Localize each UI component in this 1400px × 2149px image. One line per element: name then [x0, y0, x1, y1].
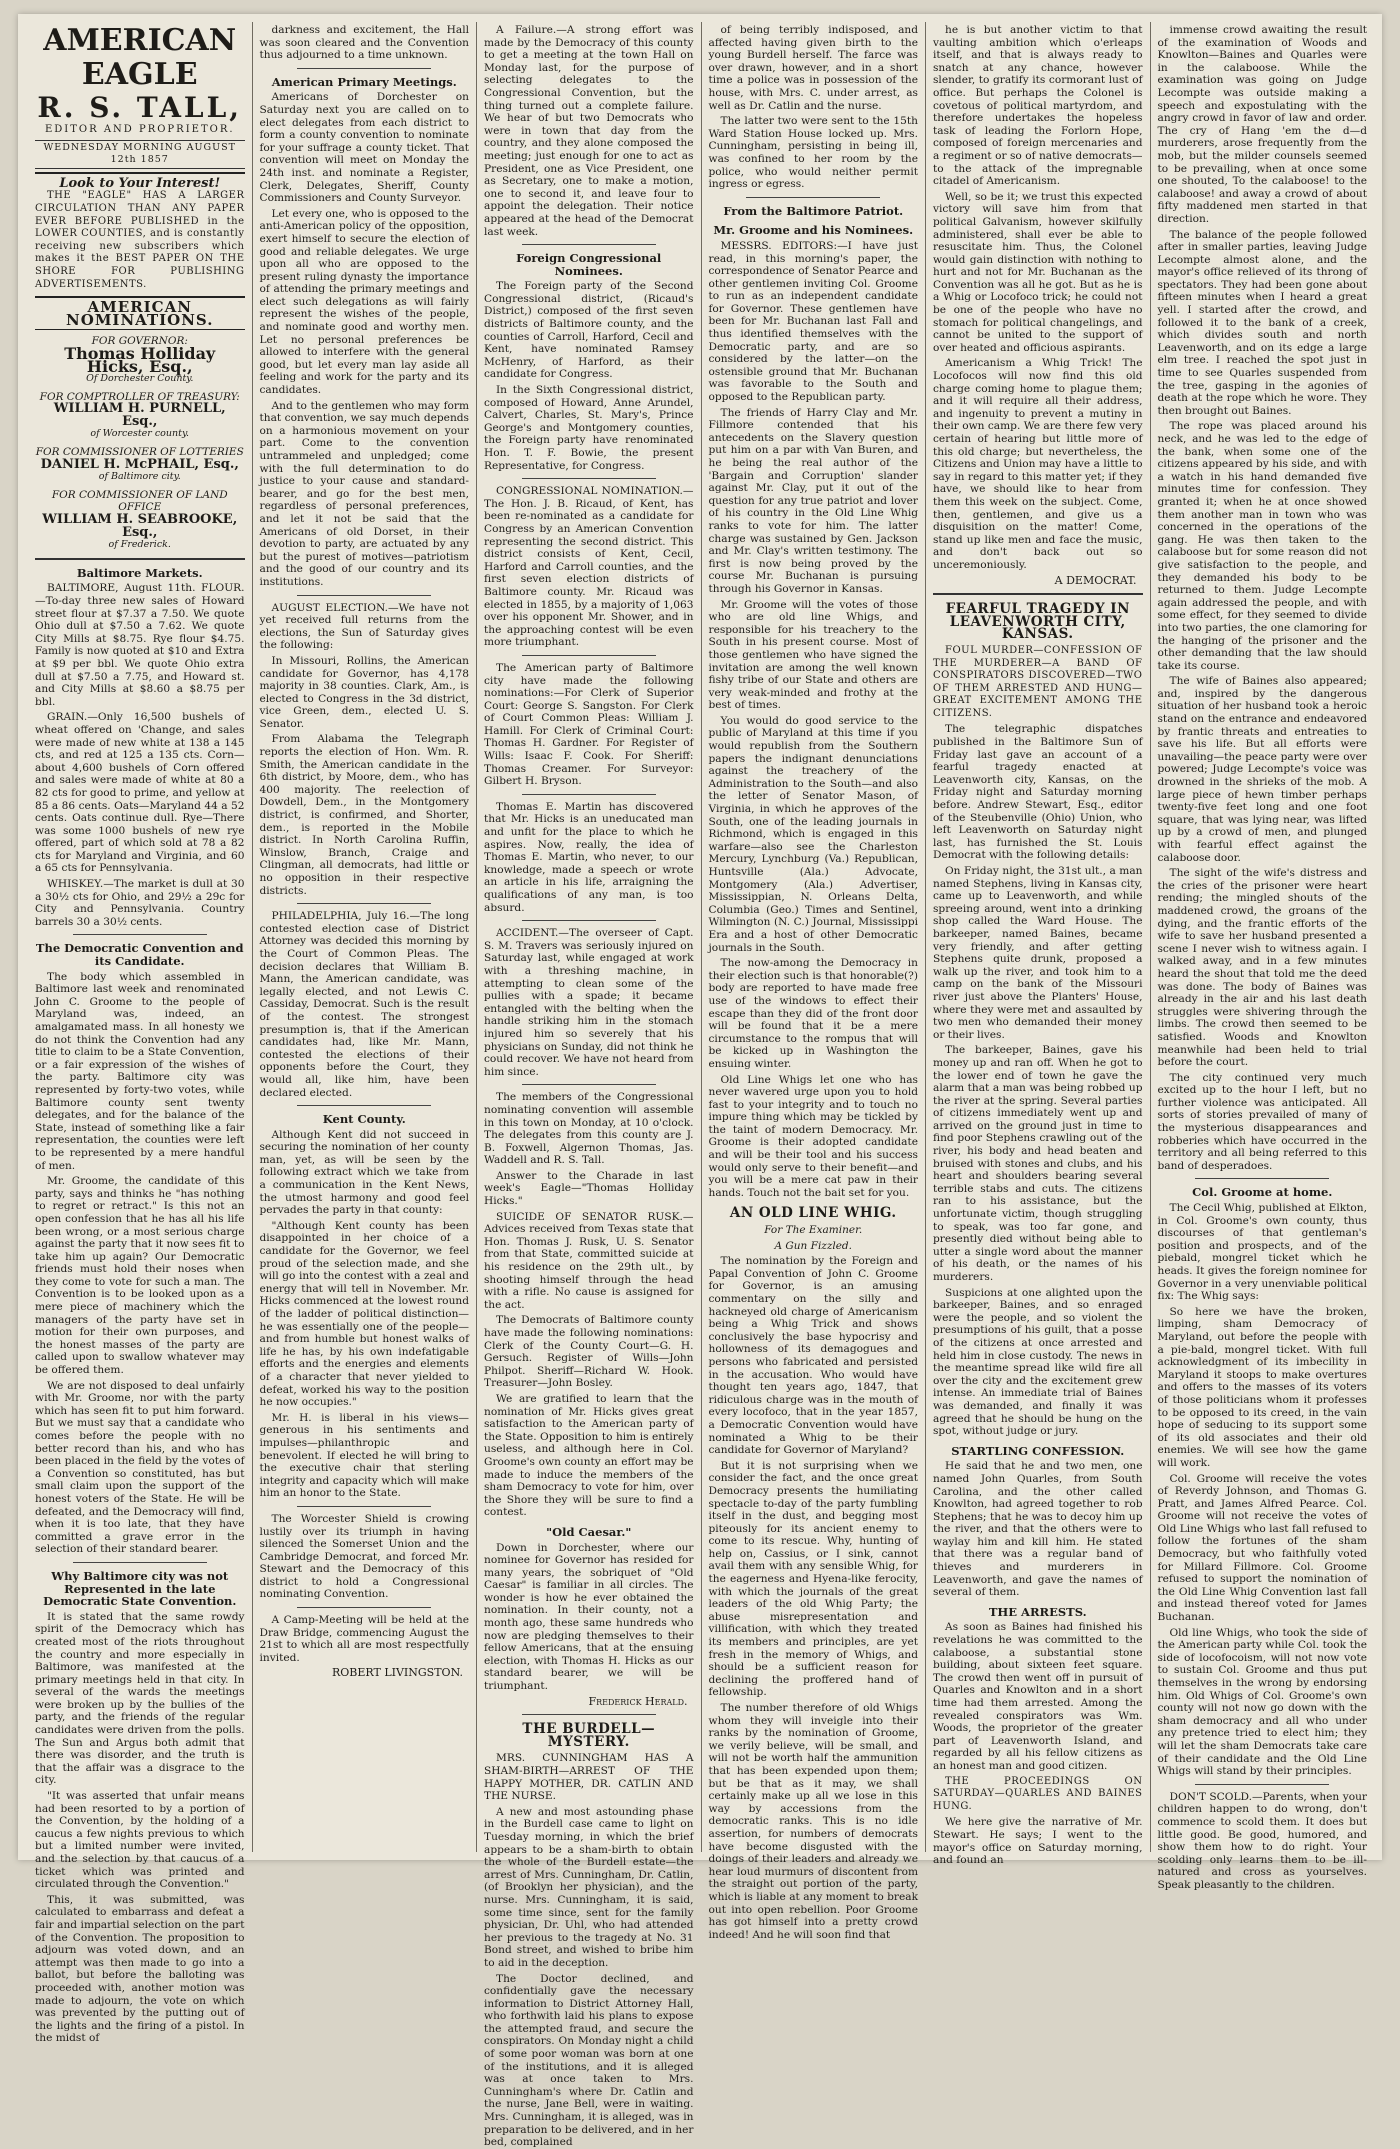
divider: [522, 655, 656, 656]
election-paragraph: In Missouri, Rollins, the American candidate for Governor, has 4,178 majority in 38 counties. Clark, Am., is elected to Congress in the 3d district, vice Green, dem., elected U. S. Senator.: [259, 654, 469, 730]
tragedy-paragraph: Suspicions at one alighted upon the barkeeper, Baines, and so enraged were the people, and so violent the presumptions of his guilt, that a posse of the citizens at once arrested and held him in close custody. The news in the meantime spread like wild fire all over the city and the excitement grew intense. An immediate trial of Baines was demanded, and finally it was agreed that he should be hung on the spot, without judge or jury.: [933, 1286, 1143, 1438]
election-paragraph: From Alabama the Telegraph reports the election of Hon. Wm. R. Smith, the American candidate in the 6th district, by Moore, dem., who has 400 majority. The reelection of Dowdell, Dem., in the Montgomery district, is confirmed, and Shorter, dem., is reported in the Mobile district. In North Carolina Ruffin, Winslow, Branch, Craige and Clingman, all democrats, had little or no opposition in their respective districts.: [259, 733, 469, 897]
land-office-label: FOR COMMISSIONER OF LAND OFFICE: [51, 488, 228, 514]
column-3: [477, 22, 702, 2149]
kent-paragraph: Mr. H. is liberal in his views—generous in his sentiments and impulses—philanthropic and benevolent. If elected he will bring to the executive chair that sterling integrity and capacity which will make him an honor to the State.: [259, 1411, 469, 1500]
markets-flour: BALTIMORE, August 11th. FLOUR.—To-day three new sales of Howard street flour at $7.37 a 7.50. We quote Ohio dull at $7.50 a 7.62. We quote City Mills at $8.75. Rye flour $4.75. Family is now quoted at $10 and Extra at $9 per bbl. We quote Ohio extra dull at $7.50 a 7.75, and Howard st. and City Mills at $8.60 a $8.75 per bbl.: [35, 582, 245, 708]
notice-body: THE "EAGLE" HAS A LARGER CIRCULATION THAN ANY PAPER EVER BEFORE PUBLISHED in the LOWER COUNTIES, and is constantly receiving new subscribers which makes it the BEST PAPER ON THE SHORE FOR PUBLISHING ADVERTISEMENTS.: [35, 190, 245, 290]
groome-heading: Col. Groome at home.: [1192, 1185, 1333, 1200]
proceedings-paragraph: We here give the narrative of Mr. Stewart. He says; I went to the mayor's office on Saturday morning, and found an: [933, 1816, 1143, 1867]
baltimore-paragraph: "It was asserted that unfair means had been resorted to by a portion of the Convention, by the holding of a caucus a few nights previous to which but a limited number were invited, and the selection by that caucus of a ticket which was printed and circulated through the Convention.": [35, 1790, 245, 1891]
governor-name: Thomas Holliday Hicks, Esq.,: [64, 343, 216, 376]
convention-paragraph: We are not disposed to deal unfairly with Mr. Groome, nor with the party which has seen fit to put him forward. But we must say that a candidate who comes before the people with no better record than his, and who has been placed in the field by the votes of a Convention so constituted, has but small claim upon the support of the honest voters of the State. He will be defeated, and the Democracy will find, when it is too late, that they have committed a grave error in the selection of their standard bearer.: [35, 1379, 245, 1556]
worcester-paragraph: The Worcester Shield is crowing lustily over its triumph in having silenced the Somerset Union and the Cambridge Democrat, and forced Mr. Stewart and the Democracy of this district to hold a Congressional nominating Convention.: [259, 1512, 469, 1601]
accident-paragraph: ACCIDENT.—The overseer of Capt. S. M. Travers was seriously injured on Saturday last, while engaged at work with a threshing machine, in attempting to clean some of the pullies with a spade; it became entangled with the belting when the handle striking him in the stomach injured him so severely that his physicians on Sunday, did not think he could recover. We have not heard from him since.: [484, 927, 694, 1078]
editor-name: R. S. TALL,: [37, 91, 243, 124]
divider: [522, 1714, 656, 1715]
dont-scold-paragraph: DON'T SCOLD.—Parents, when your children happen to do wrong, don't commence to scold them. It does but little good. Be good, humored, and show them how to do right. Your scolding only learns them to be ill-natured and cross as yourselves. Speak pleasantly to the children.: [1157, 1790, 1367, 1891]
comptroller-county: of Worcester county.: [90, 428, 190, 440]
lotteries-name: DANIEL H. McPHAIL, Esq.,: [40, 456, 239, 472]
divider: [35, 558, 245, 560]
tragedy-paragraph: The barkeeper, Baines, gave his money up and ran off. When he got to the lower end of town he gave the alarm that a man was being robbed up the river at the spring. Several parties of citizens immediately went up and arrived on the ground just in time to find poor Stephens crawling out of the river, his body and head beaten and bruised with stones and clubs, and his heart and shoulders bearing several terrible stabs and cuts. The citizens ran to his assistance, but the unfortunate victim, though struggling to speak, was too far gone, and presently died without being able to utter a single word about the manner of his death, or the names of his murderers.: [933, 1044, 1143, 1283]
divider: [522, 794, 656, 795]
markets-heading: Baltimore Markets.: [76, 565, 203, 580]
divider: [297, 903, 431, 904]
patriot-paragraph: The now-among the Democracy in their election such is that honorable(?) body are reported to have made free use of the windows to effect their escape than they did of the front door will be found that it be a mere circumstance to the rompus that will be kicked up in Washington the ensuing winter.: [708, 957, 918, 1070]
patriot-paragraph: Mr. Groome will the votes of those who are old line Whigs, and responsible for his treachery to the South in his present course. Most of those gentlemen who have signed the invitation are among the well known fishy tribe of our State and others are very weak-minded and frothy at the best of times.: [708, 598, 918, 712]
burdell-paragraph: The Doctor declined, and confidentially gave the necessary information to District Attorney Hall, who forthwith laid his plans to expose the attempted fraud, and secure the conspirators. On Monday night a child of some poor woman was born at one of the institutions, and it is alleged was at once taken to Mrs. Cunningham's where Dr. Catlin and the nurse, Jane Bell, were in waiting. Mrs. Cunningham, it is alleged, was in preparation to be delivered, and in her bed, complained: [484, 1972, 694, 2149]
baltimore-heading: Why Baltimore city was not Represented in the late Democratic State Convention.: [43, 1568, 237, 1609]
arrests-paragraph: As soon as Baines had finished his revelations he was committed to the calaboose, a substantial stone building, about sixteen feet square. The crowd then went off in pursuit of Quarles and Knowlton and in a short time had them arrested. Among the revealed conspirators was Wm. Woods, the proprietor of the greater part of Leavenworth Island, and regarded by all his fellow citizens as an honest man and good citizen.: [933, 1621, 1143, 1772]
philadelphia-paragraph: PHILADELPHIA, July 16.—The long contested election case of District Attorney was decided this morning by the Court of Common Pleas. The decision declares that William B. Mann, the American candidate, was legally elected, and not Lewis C. Cassiday, Democrat. Such is the result of the contest. The strongest presumption is, that if the American candidates had, like Mr. Mann, contested the elections of their opponents before the Court, they would all, like him, have been declared elected.: [259, 910, 469, 1099]
divider: [933, 593, 1143, 595]
examiner-continued: Americanism a Whig Trick! The Locofocos will now find this old charge coming home to plague them; and it will require all their address, and ingenuity to prevent a mutiny in their own camp. We are there few very certain of hearing but little more of this old charge; but nevertheless, the Citizens and Union may have a little to say in regard to this matter yet; if they have, we should like to hear from them this week on the subject. Come, then, gentlemen, and give us a disquisition on the matter! Come, stand up like men and face the music, and don't back out so unceremoniously.: [933, 357, 1143, 571]
divider: [522, 244, 656, 245]
examiner-paragraph: But it is not surprising when we consider the fact, and the once great Democracy presents the humiliating spectacle to-day of the party fumbling itself in the dust, and begging most piteously for its ancient enemy to come to its rescue. Why, hunting of help on, Cassius, or I sink, cannot avail them with any sensible Whig, for the eagerness and Hyena-like ferocity, with which the journals of the great leaders of the old Whig Party; the abuse misrepresentation and villification, with which they treated its members and principles, are yet fresh in the memory of Whigs, and should be a sufficient reason for declining the proffered hand of fellowship.: [708, 1459, 918, 1699]
old-caesar-source: Frederick Herald.: [588, 1694, 688, 1708]
masthead: [35, 24, 245, 174]
kent-paragraph: Although Kent did not succeed in securing the nomination of her county man, yet, as will be seen by the following extract which we take from a communication in the Kent News, the utmost harmony and good feel pervades the party in that county:: [259, 1128, 469, 1217]
governor-county: Of Dorchester County.: [86, 373, 194, 385]
election-paragraph: AUGUST ELECTION.—We have not yet received full returns from the elections, the Sun of Saturday gives the following:: [259, 601, 469, 652]
patriot-paragraph: You would do good service to the public of Maryland at this time if you would republish from the Southern papers the indignant denunciations against the treachery of the Administration to the South—and also the letter of Senator Mason, of Virginia, in which he approves of the South, one of the leading journals in Richmond, which is engaged in this warfare—also see the Charleston Mercury, Lynchburg (Va.) Republican, Huntsville (Ala.) Advocate, Montgomery (Ala.) Advertiser, Mississippian, N. Orleans Delta, Columbia (Geo.) Times and Sentinel, Wilmington (N. C.) Journal, Mississippi Era and a host of other Democratic journals in the South.: [708, 714, 918, 954]
divider: [297, 1105, 431, 1106]
convention-paragraph: Mr. Groome, the candidate of this party, says and thinks he "has nothing to regret or retract." Is this not an open confession that he has all his life been wrong, or a most serious charge against the party that it now sees fit to take him up again? Our Democratic friends must hold their noses when they come to vote for such a man. The Convention is to be looked upon as a mere piece of machinery which the managers of the party have set in motion for their own purposes, and the honest masses of the party are called upon to swallow whatever may be offered them.: [35, 1175, 245, 1377]
tragedy-paragraph: The telegraphic dispatches published in the Baltimore Sun of Friday last gave an account of a fearful tragedy enacted at Leavenworth city, Kansas, on the Friday night and Saturday morning before. Andrew Stewart, Esq., editor of the Steubenville (Ohio) Union, who left Leavenworth on Saturday night last, has furnished the St. Louis Democrat with the following details:: [933, 723, 1143, 862]
charade-paragraph: Answer to the Charade in last week's Eagle—"Thomas Holliday Hicks.": [484, 1169, 694, 1208]
land-office-name: WILLIAM H. SEABROOKE, Esq.,: [42, 512, 238, 540]
notice-heading: Look to Your Interest!: [59, 175, 221, 191]
primary-paragraph: Americans of Dorchester on Saturday next you are called on to elect delegates from each district to form a county convention to nominate for your suffrage a county ticket. That convention will meet on Monday the 24th inst. and nominate a Register, Clerk, Delegates, Sheriff, County Commissioners and County Surveyor.: [259, 91, 469, 205]
divider: [297, 68, 431, 69]
tragedy-heading: FEARFUL TRAGEDY IN LEAVENWORTH CITY, KANSAS.: [945, 601, 1130, 643]
markets-whiskey: WHISKEY.—The market is dull at 30 a 30½ cts for Ohio, and 29½ a 29c for City and Pennsylvania. Country barrels 30 a 30½ cents.: [35, 878, 245, 928]
tragedy-subheading: FOUL MURDER—CONFESSION OF THE MURDERER—A BAND OF CONSPIRATORS DISCOVERED—TWO OF THEM ARRESTED AND HUNG—GREAT EXCITEMENT AMONG THE CITIZENS.: [933, 644, 1143, 719]
baltimore-paragraph: This, it was submitted, was calculated to embarrass and defeat a fair and impartial selection on the part of the Convention. The proposition to adjourn was voted down, and an attempt was then made to go into a ballot, but before the balloting was proceeded with, another motion was made to adjourn, the vote on which was prevented by the putting out of the lights and the firing of a pistol. In the midst of: [35, 1893, 245, 2045]
masthead-title: AMERICAN EAGLE: [43, 23, 237, 92]
column-4: [702, 22, 927, 1941]
divider: [522, 920, 656, 921]
foreign-nominees-heading: Foreign Congressional Nominees.: [516, 251, 662, 278]
land-office-county: of Frederick.: [108, 539, 171, 551]
divider: [746, 197, 880, 198]
suicide-paragraph: SUICIDE OF SENATOR RUSK.—Advices received from Texas state that Hon. Thomas J. Rusk, U. S. Senator from that State, committed suicide at his residence on the 29th ult., by shooting himself through the head with a rifle. No cause is assigned for the act.: [484, 1210, 694, 1311]
tragedy-continued: immense crowd awaiting the result of the examination of Woods and Knowlton—Baines and Quarles were in the calaboose. While the examination was going on Judge Lecompte was outside making a speech and expostulating with the angry crowd in favor of law and order. The cry of Hang 'em the d—d murderers, arose frequently from the mob, but the milder counsels seemed to be prevailing, when at once some one shouted, To the calaboose! to the calaboose! and away a crowd of about fifty maddened men started in that direction.: [1157, 24, 1367, 225]
lotteries-county: of Baltimore city.: [98, 471, 181, 483]
groome-paragraph: The Cecil Whig, published at Elkton, in Col. Groome's own county, thus discourses of that gentleman's position and prospects, and of the piebald, mongrel ticket which he heads. It gives the foreign nominee for Governor in a very unenviable political fix: The Whig says:: [1157, 1202, 1367, 1303]
divider: [297, 1607, 431, 1608]
foreign-paragraph: The Foreign party of the Second Congressional district, (Ricaud's District,) composed of the first seven districts of Baltimore county, and the counties of Carroll, Harford, Cecil and Kent, have nominated Ramsey McHenry, of Harford, as their candidate for Congress.: [484, 280, 694, 381]
gratified-paragraph: We are gratified to learn that the nomination of Mr. Hicks gives great satisfaction to the American party of the State. Opposition to him is entirely useless, and although here in Col. Groome's own county an effort may be made to induce the members of the sham Democracy to vote for him, over the Shore they will be sure to find a contest.: [484, 1392, 694, 1519]
members-paragraph: The members of the Congressional nominating convention will assemble in this town on Monday, at 10 o'clock. The delegates from this county are J. B. Foxwell, Algernon Thomas, Jas. Waddell and R. S. Tall.: [484, 1091, 694, 1167]
patriot-paragraph: MESSRS. EDITORS:—I have just read, in this morning's paper, the correspondence of Senator Pearce and other gentlemen inviting Col. Groome to run as an independent candidate for Governor. These gentlemen have been for Mr. Buchanan last Fall and thus identified themselves with the Democratic party, and are so considered by the latter—on the ostensible ground that Mr. Buchanan was favorable to the South and opposed to the Republican party.: [708, 239, 918, 404]
confession-heading: STARTLING CONFESSION.: [951, 1443, 1125, 1458]
primary-paragraph: Let every one, who is opposed to the anti-American policy of the opposition, exert himself to secure the election of good and reliable delegates. We urge upon all who are opposed to the present ruling dynasty the importance of attending the primary meetings and elect such delegations as will fairly represent the wishes of the people, and nominate good and worthy men. Let no personal preferences be allowed to interfere with the general good, but let every man lay aside all feeling and work for the party and its candidates.: [259, 207, 469, 397]
tragedy-continued: The wife of Baines also appeared; and, inspired by the dangerous situation of her husband took a heroic stand on the entrance and endeavored by frantic threats and entreaties to save his life. But all efforts were unavailing—the peace party were over powered; Judge Lecompte's voice was drowned in the shrieks of the mob. A large piece of hewn timber perhaps twenty-five feet long and one foot square, that was lying near, was lifted up by a crowd of men, and plunged with fearful effect against the calaboose door.: [1157, 675, 1367, 864]
groome-paragraph: Col. Groome will receive the votes of Reverdy Johnson, and Thomas G. Pratt, and James Alfred Pearce. Col. Groome will not receive the votes of Old Line Whigs who last fall refused to follow the fortunes of the sham Democracy, but who faithfully voted for Millard Fillmore. Col. Groome refused to support the nomination of the Old Line Whig Convention last fall and instead thereof voted for James Buchanan.: [1157, 1472, 1367, 1624]
comptroller-name: WILLIAM H. PURNELL, Esq.,: [53, 401, 226, 429]
examiner-subheading: A Gun Fizzled.: [774, 1239, 852, 1252]
examiner-heading: For The Examiner.: [764, 1224, 863, 1237]
martin-paragraph: Thomas E. Martin has discovered that Mr. Hicks is an uneducated man and unfit for the place to which he aspires. Now, really, the idea of Thomas E. Martin, who never, to our knowledge, made a speech or wrote an article in his life, arraigning the qualifications of any man, is too absurd.: [484, 800, 694, 914]
divider: [1195, 1178, 1329, 1179]
groome-paragraph: Old line Whigs, who took the side of the American party while Col. took the side of locofocoism, will not now vote to sustain Col. Groome and thus put themselves in the wrong by endorsing him. Old Whigs of Col. Groome's own county will not now go down with the sham democracy and all who under any pretence tried to elect him; they will let the sham Democrats take care of their candidate and the Old Line Whigs will stand by their principles.: [1157, 1626, 1367, 1778]
kent-heading: Kent County.: [322, 1112, 406, 1127]
columns: [28, 22, 1374, 2149]
primary-meetings-heading: American Primary Meetings.: [271, 74, 457, 89]
tragedy-continued: The balance of the people followed after in smaller parties, leaving Judge Lecompte almost alone, and the mayor's office relieved of its throng of spectators. They had been gone about fifteen minutes when I heard a great yell. I started after the crowd, and followed it to the bank of a creek, which divides south and north Leavenworth, and on its edge a large elm tree. I reached the spot just in time to see Quarles suspended from the tree, gasping in the agonies of death at the rope which he wore. They then brought out Baines.: [1157, 228, 1367, 417]
examiner-paragraph: The number therefore of old Whigs whom they will inveigle into their ranks by the nomination of Groome, we verily believe, will be small, and will not be worth half the ammunition that has been expended upon them; but be that as it may, we shall certainly make up all we lose in this way by accessions from the democratic ranks. This is no idle assertion, for numbers of democrats have become disgusted with the doings of their leaders and already we hear loud murmurs of discontent from the straight out portion of the party, which is liable at any moment to break out into open rebellion. Poor Groome has got himself into a pretty crowd indeed! And he will soon find that: [708, 1702, 918, 1941]
newspaper-page: [18, 14, 1382, 2149]
divider: [73, 934, 207, 935]
divider: [522, 1084, 656, 1085]
kent-paragraph: "Although Kent county has been disappointed in her choice of a candidate for the Governor, we feel proud of the selection made, and she will go into the contest with a zeal and energy that will tell in November. Mr. Hicks commenced at the lowest round of the ladder of political distinction—he was essentially one of the people—and from humble but honest walks of life he has, by his own indefatigable efforts and the energies and elements of a character that never yielded to defeat, worked his way to the position he now occupies.": [259, 1219, 469, 1409]
confession-paragraph: He said that he and two men, one named John Quarles, from South Carolina, and the other called Knowlton, had agreed together to rob Stephens; that he was to decoy him up the river, and that the others were to waylay him and kill him. He stated that there was a regular band of thieves and murderers in Leavenworth, and gave the names of several of them.: [933, 1460, 1143, 1599]
convention-paragraph: The body which assembled in Baltimore last week and renominated John C. Groome to the people of Maryland was, indeed, an amalgamated mass. In all honesty we do not think the Convention had any title to claim to be a State Convention, or a fair expression of the wishes of the party. Baltimore city was represented by forty-two votes, while Baltimore county sent twenty delegates, and for the balance of the State, instead of something like a fair representation, the counties were left to be represented by a mere handful of men.: [35, 970, 245, 1172]
primary-paragraph: And to the gentlemen who may form that convention, we say much depends on a harmonious movement on your part. Come to the convention untrammeled and unpledged; come with the full determination to do justice to your cause and standard-bearer, and go for the best men, regardless of personal preferences, and let it not be said that the Americans of old Dorset, in their devotion to party, are actuated by any but the purest of motives—patriotism and the good of our country and its institutions.: [259, 399, 469, 588]
divider: [297, 595, 431, 596]
divider: [1195, 1784, 1329, 1785]
baltimore-paragraph: It is stated that the same rowdy spirit of the Democracy which has created most of the riots throughout the country and more especially in Baltimore, was manifested at the primary meetings held in that city. In several of the wards the meetings were broken up by the bullies of the party, and the friends of the regular candidates were driven from the polls. The Sun and Argus both admit that there was disorder, and the truth is that the affair was a disgrace to the city.: [35, 1610, 245, 1787]
convention-heading: The Democratic Convention and its Candidate.: [35, 941, 244, 969]
comptroller-label: FOR COMPTROLLER OF TREASURY:: [39, 390, 240, 403]
patriot-signature: AN OLD LINE WHIG.: [729, 1205, 897, 1222]
burdell-continued: The latter two were sent to the 15th Ward Station House locked up. Mrs. Cunningham, persisting in being ill, was confined to her room by the police, who would neither permit ingress or egress.: [708, 115, 918, 191]
old-caesar-paragraph: Down in Dorchester, where our nominee for Governor has resided for many years, the sobriquet of "Old Caesar" is familiar in all circles. The wonder is how he ever obtained the nomination. In their county, not a month ago, these same hundreds who now are pledging themselves to their fellow Americans, that at the ensuing election, with Thomas H. Hicks as our standard bearer, we will be triumphant.: [484, 1541, 694, 1693]
baltimore-nominations-paragraph: The American party of Baltimore city have made the following nominations:—For Clerk of Superior Court: George S. Sangston. For Clerk of Court Common Pleas: William J. Hamill. For Clerk of Criminal Court: Thomas H. Gardner. For Register of Wills: Isaac F. Cook. For Sheriff: Thomas Creamer. For Surveyor: Gilbert H. Bryson.: [484, 661, 694, 788]
tragedy-continued: The sight of the wife's distress and the cries of the prisoner were heart rending; the mingled shouts of the maddened crowd, the groans of the dying, and the frantic efforts of the wife to save her husband presented a scene I never wish to witness again. I walked away, and in a few minutes heard the shout that told me the deed was done. The body of Baines was already in the air and his last death struggles were shivering through the limbs. The crowd then seemed to be satisfied. Woods and Knowlton meanwhile had been held to trial before the court.: [1157, 867, 1367, 1069]
tragedy-paragraph: On Friday night, the 31st ult., a man named Stephens, living in Kansas city, came up to Leavenworth, and while spreeing around, went into a drinking shop called the Ward House. The barkeeper, named Baines, became very friendly, and after getting Stephens quite drunk, proposed a walk up the river, and took him to a camp on the bank of the Missouri river just above the Planters' House, where they were met and assaulted by two men who demanded their money or their lives.: [933, 865, 1143, 1041]
continued-paragraph: darkness and excitement, the Hall was soon cleared and the Convention thus adjourned to a time unknown.: [259, 24, 469, 62]
examiner-continued: Well, so be it; we trust this expected victory will save him from that political Galvanism, however skilfully administered, shall ever be able to resuscitate him. Thus, the Colonel would gain distinction with nothing to hurt and not for Mr. Buchanan as the Convention was all he got. But as he is a Whig or Locofoco trick; he could not be one of the people who have no stomach for political changelings, and cannot be united to the support of over heated and officious aspirants.: [933, 190, 1143, 354]
issue-date: WEDNESDAY MORNING AUGUST 12th 1857: [35, 140, 245, 169]
column-1: [28, 22, 253, 2045]
patriot-subheading: Mr. Groome and his Nominees.: [713, 223, 914, 238]
old-caesar-heading: "Old Caesar.": [546, 1524, 632, 1539]
lotteries-label: FOR COMMISSIONER OF LOTTERIES: [35, 446, 244, 459]
column-2: [253, 22, 478, 1852]
groome-paragraph: So here we have the broken, limping, sham Democracy of Maryland, out before the people with a pie-bald, mongrel ticket. With full acknowledgment of its imbecility in Maryland it stoops to make overtures and offers to the masses of its voters of those politicians whom it professes to be opposed to its creed, in the vain hope of seducing to its support some of its old associates and their old enemies. We will see how the game will work.: [1157, 1305, 1367, 1469]
patriot-paragraph: The friends of Harry Clay and Mr. Fillmore contended that his antecedents on the Slavery question put him on a par with Van Buren, and he being the real author of the 'Bargain and Corruption' slander against Mr. Clay, put it out of the question for any true patriot and lover of his country in the Old Line Whig ranks to vote for him. The latter charge was sustained by Gen. Jackson and Mr. Clay's written testimony. The first is now being proved by the course Mr. Buchanan is pursuing through his Governor in Kansas.: [708, 406, 918, 595]
examiner-paragraph: The nomination by the Foreign and Papal Convention of John C. Groome for Governor, is an amusing commentary on the silly and hackneyed old charge of Americanism being a Whig Trick and shows conclusively the base hypocrisy and hollowness of its demagogues and persons who fabricated and persisted in the accusation. Who would have thought ten years ago, 1847, that ridiculous charge was in the mouth of every locofoco, that in the year 1857, a Democratic Convention would have nominated a Whig to be their candidate for Governor of Maryland?: [708, 1255, 918, 1457]
patriot-paragraph: Old Line Whigs let one who has never wavered urge upon you to hold fast to your integrity and to touch no impure thing which may be tickled by the taint of modern Democracy. Mr. Groome is their adopted candidate and will be their tool and his success would only serve to their benefit—and you will be a mere cat paw in their hands. Touch not the bait set for you.: [708, 1073, 918, 1199]
proceedings-heading: THE PROCEEDINGS ON SATURDAY—QUARLES AND BAINES HUNG.: [933, 1775, 1143, 1812]
editor-role: EDITOR AND PROPRIETOR.: [44, 124, 235, 135]
divider: [522, 478, 656, 479]
burdell-heading: THE BURDELL—MYSTERY.: [522, 1721, 656, 1750]
markets-grain: GRAIN.—Only 16,500 bushels of wheat offered on 'Change, and sales were made of new white at 138 a 145 cts, and red at 125 a 135 cts. Corn—about 4,600 bushels of Corn offered and sales were made of white at 80 a 82 cts for good to prime, and yellow at 85 a 86 cents. Oats—Maryland 44 a 52 cents. Oats continue dull. Rye—There was some 1000 bushels of new rye offered, part of which sold at 78 a 82 cts for Maryland and Virginia, and 60 a 65 cts for Pennsylvania.: [35, 711, 245, 875]
democrat-nominations-paragraph: The Democrats of Baltimore county have made the following nominations: Clerk of the County Court—G. H. Gersuch. Register of Wills—John Philpot. Sheriff—Richard W. Hook. Treasurer—John Bosley.: [484, 1314, 694, 1390]
tragedy-continued: The rope was placed around his neck, and he was led to the edge of the bank, when some one of the citizens appeared by his side, and with a watch in his hand demanded five minutes time for confession. They granted it; when he at once showed them another man in town who was concerned in the operations of the gang. He was then taken to the calaboose but for some reason did not give satisfaction to the people, and they demanded his body to be returned to them. Judge Lecompte again addressed the people, and with some effect, for they seemed to divide into two parties, the one clamoring for the hanging of the prisoner and the other demanding that the law should take its course.: [1157, 420, 1367, 672]
camp-meeting-paragraph: A Camp-Meeting will be held at the Draw Bridge, commencing August the 21st to which all are most respectfully invited.: [259, 1614, 469, 1664]
camp-meeting-signature: ROBERT LIVINGSTON.: [332, 1666, 463, 1680]
arrests-heading: THE ARRESTS.: [988, 1604, 1087, 1619]
burdell-continued: of being terribly indisposed, and affected having given birth to the young Burdell herself. The farce was over drawn, however, and in a short time a police was in possession of the house, with Mrs. C. under arrest, as well as Dr. Catlin and the nurse.: [708, 24, 918, 112]
foreign-paragraph: In the Sixth Congressional district, composed of Howard, Anne Arundel, Calvert, Charles, St. Mary's, Prince George's and Montgomery counties, the Foreign party have renominated Hon. T. F. Bowie, the present Representative, for Congress.: [484, 384, 694, 472]
burdell-paragraph: A new and most astounding phase in the Burdell case came to light on Tuesday morning, in which the brief appears to be a sham-birth to obtain the whole of the Burdell estate—the arrest of Mrs. Cunningham, Dr. Catlin, (of Brooklyn her physician), and the nurse. Mrs. Cunningham, it is said, some time since, sent for the family physician, Dr. Uhl, who had attended her previous to the tragedy at No. 31 Bond street, and wished to bribe him to aid in the deception.: [484, 1805, 694, 1969]
nominations-heading: AMERICAN NOMINATIONS.: [35, 296, 245, 330]
governor-label: FOR GOVERNOR:: [91, 335, 188, 348]
failure-paragraph: A Failure.—A strong effort was made by the Democracy of this county to get a meeting at the town Hall on Monday last, for the purpose of selecting delegates to the Congressional Convention, but the thing turned out a complete failure. We hear of but two Democrats who were in town that day from the country, and they alone composed the meeting; just enough for one to act as President, one as Vice President, one as Secretary, one to make a motion, one to second it, and leave four to appoint the delegation. Their notice appeared at the head of the Democrat last week.: [484, 24, 694, 238]
patriot-heading: From the Baltimore Patriot.: [723, 203, 904, 218]
divider: [73, 1562, 207, 1563]
column-6: [1151, 22, 1375, 1891]
tragedy-continued: The city continued very much excited up to the hour I left, but no further violence was anticipated. All sorts of stories prevailed of many of the mysterious disappearances and robberies which have occurred in the territory and all being referred to this band of desperadoes.: [1157, 1071, 1367, 1172]
examiner-continued: he is but another victim to that vaulting ambition which o'erleaps itself, and that is always ready to snatch at any chance, however slender, to gratify its cormorant lust of office. But perhaps the Colonel is covetous of political martyrdom, and therefore undertakes the hopeless task of leading the Forlorn Hope, composed of foreign mercenaries and a regiment or so of native democrats—to the attack of the impregnable citadel of Americanism.: [933, 24, 1143, 188]
divider: [297, 1506, 431, 1507]
examiner-signature: A DEMOCRAT.: [1054, 573, 1137, 587]
ricaud-paragraph: CONGRESSIONAL NOMINATION.—The Hon. J. B. Ricaud, of Kent, has been re-nominated as a candidate for Congress by an American Convention representing the second district. This district consists of Kent, Cecil, Harford and Carroll counties, and the first seven election districts of Baltimore county. Mr. Ricaud was elected in 1855, by a majority of 1,063 over his opponent Mr. Shower, and in the approaching contest will be even more triumphant.: [484, 485, 694, 649]
burdell-subheading: MRS. CUNNINGHAM HAS A SHAM-BIRTH—ARREST OF THE HAPPY MOTHER, DR. CATLIN AND THE NURSE.: [484, 1752, 694, 1803]
column-5: [926, 22, 1151, 1867]
